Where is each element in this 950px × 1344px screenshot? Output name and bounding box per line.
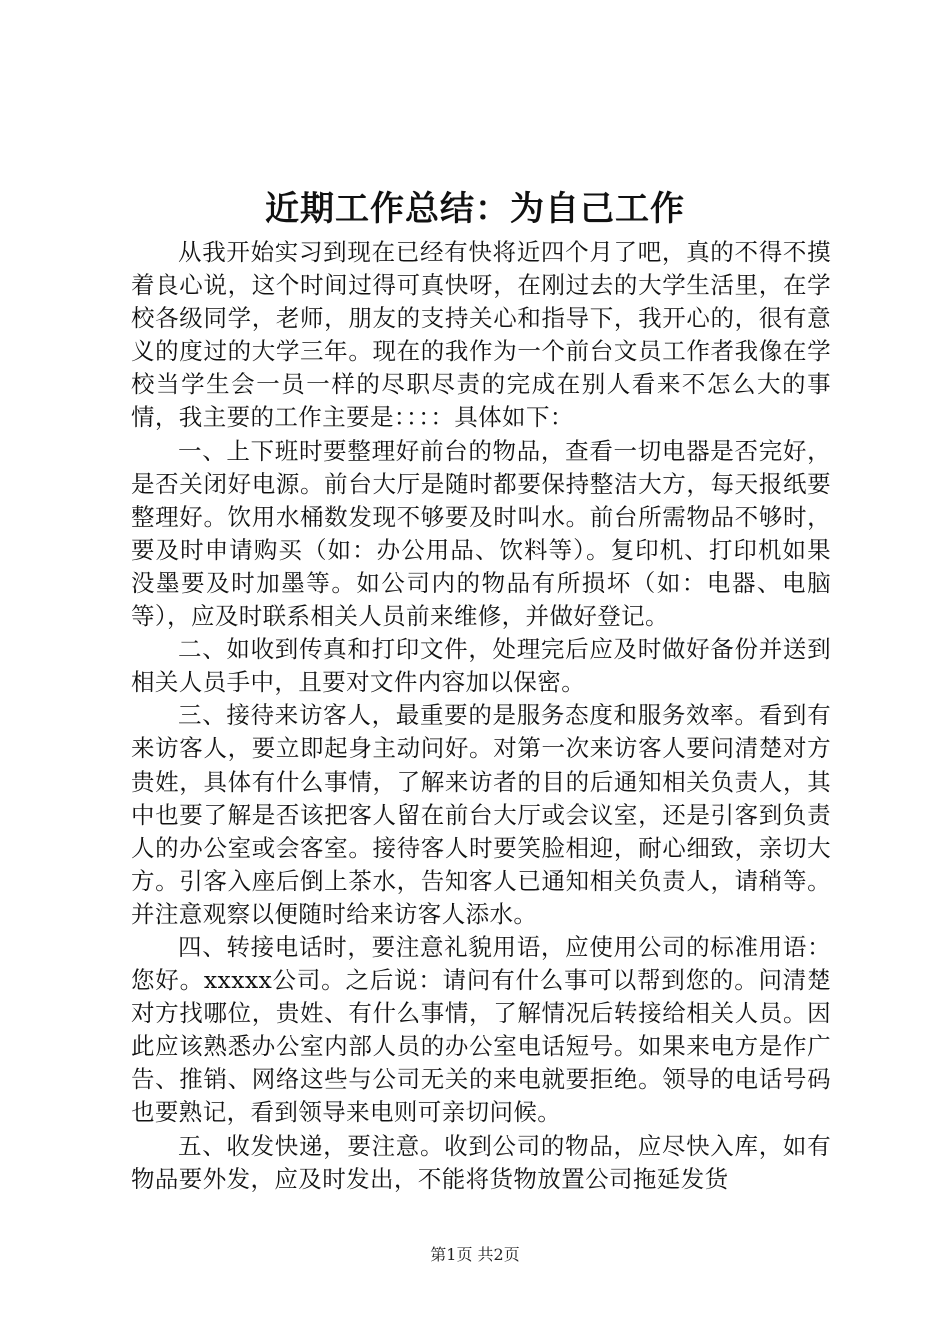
page-footer	[0, 1244, 950, 1266]
document-body	[131, 236, 831, 1196]
document-title: 近期工作总结：为自己工作	[265, 189, 685, 229]
page-indicator: 第1页 共2页	[430, 1245, 520, 1264]
paragraph-item-2: 二、如收到传真和打印文件，处理完后应及时做好备份并送到相关人员手中，且要对文件内容加以保密。	[131, 635, 831, 697]
paragraph-item-3: 三、接待来访客人，最重要的是服务态度和服务效率。看到有来访客人，要立即起身主动问好。对第一次来访客人要问清楚对方贵姓，具体有什么事情，了解来访者的目的后通知相关负责人，其中也要了解是否该把客人留在前台大厅或会议室，还是引客到负责人的办公室或会客室。接待客人时要笑脸相迎，耐心细致，亲切大方。引客入座后倒上茶水，告知客人已通知相关负责人，请稍等。并注意观察以便随时给来访客人添水。	[131, 701, 831, 928]
paragraph-intro: 从我开始实习到现在已经有快将近四个月了吧，真的不得不摸着良心说，这个时间过得可真快呀，在刚过去的大学生活里，在学校各级同学，老师，朋友的支持关心和指导下，我开心的，很有意义的度过的大学三年。现在的我作为一个前台文员工作者我像在学校当学生会一员一样的尽职尽责的完成在别人看来不怎么大的事情，我主要的工作主要是：：：：具体如下：	[131, 238, 831, 432]
paragraph-item-5: 五、收发快递，要注意。收到公司的物品，应尽快入库，如有物品要外发，应及时发出，不能将货物放置公司拖延发货	[131, 1131, 831, 1193]
paragraph-item-1: 一、上下班时要整理好前台的物品，查看一切电器是否完好，是否关闭好电源。前台大厅是随时都要保持整洁大方，每天报纸要整理好。饮用水桶数发现不够要及时叫水。前台所需物品不够时，要及时申请购买（如：办公用品、饮料等）。复印机、打印机如果没墨要及时加墨等。如公司内的物品有所损坏（如：电器、电脑等），应及时联系相关人员前来维修，并做好登记。	[131, 436, 831, 631]
paragraph-item-4: 四、转接电话时，要注意礼貌用语，应使用公司的标准用语：您好。xxxxx公司。之后说：请问有什么事可以帮到您的。问清楚对方找哪位，贵姓、有什么事情，了解情况后转接给相关人员。因此应该熟悉办公室内部人员的办公室电话短号。如果来电方是作广告、推销、网络这些与公司无关的来电就要拒绝。领导的电话号码也要熟记，看到领导来电则可亲切问候。	[131, 932, 831, 1127]
